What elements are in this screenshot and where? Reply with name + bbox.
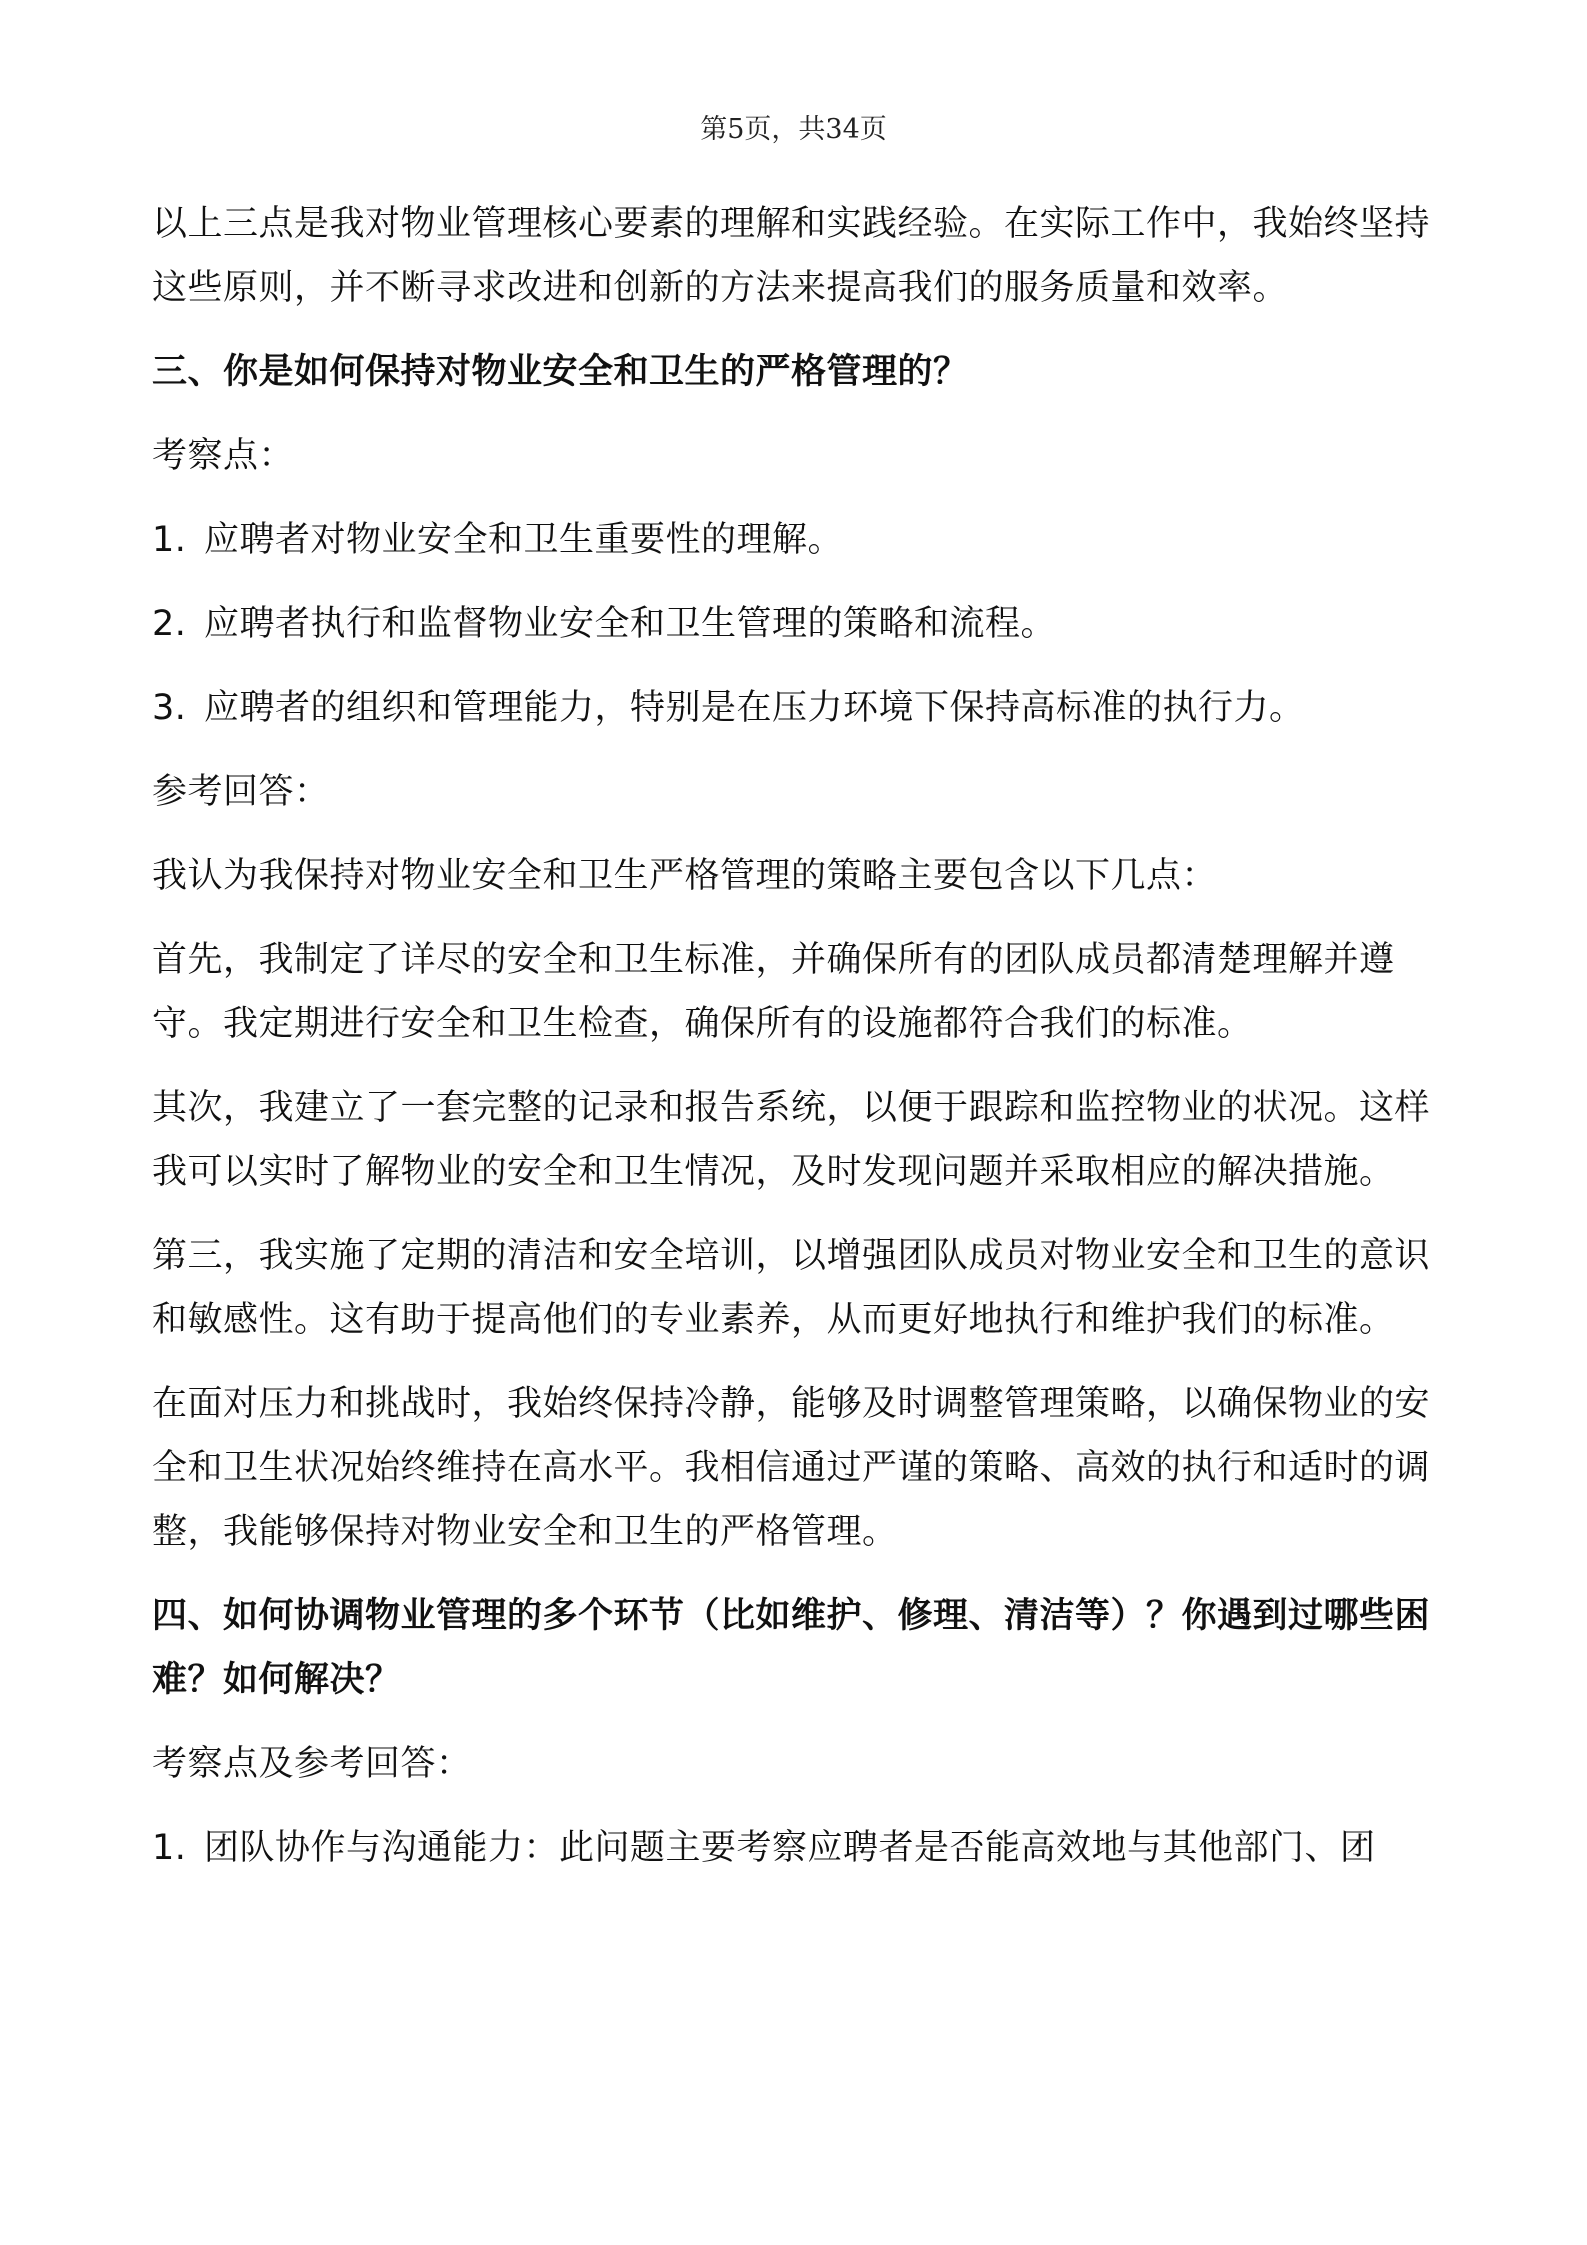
list-item	[152, 508, 1442, 572]
q3-answer-first: 首先，我制定了详尽的安全和卫生标准，并确保所有的团队成员都清楚理解并遵守。我定期进行安全和卫生检查，确保所有的设施都符合我们的标准。	[152, 940, 1395, 1044]
question-3-heading: 三、你是如何保持对物业安全和卫生的严格管理的？	[152, 352, 969, 392]
question-4-heading: 四、如何协调物业管理的多个环节（比如维护、修理、清洁等）？你遇到过哪些困难？如何解决？	[152, 1596, 1431, 1700]
page-number-header: 第5页，共34页	[700, 114, 887, 145]
q3-answer-intro: 我认为我保持对物业安全和卫生严格管理的策略主要包含以下几点：	[152, 856, 1218, 896]
list-item	[152, 592, 1442, 656]
list-item-number: 3.	[152, 688, 187, 728]
q3-answer-third: 第三，我实施了定期的清洁和安全培训，以增强团队成员对物业安全和卫生的意识和敏感性。这有助于提高他们的专业素养，从而更好地执行和维护我们的标准。	[152, 1236, 1431, 1340]
q3-answer-second: 其次，我建立了一套完整的记录和报告系统，以便于跟踪和监控物业的状况。这样我可以实时了解物业的安全和卫生情况，及时发现问题并采取相应的解决措施。	[152, 1088, 1431, 1192]
list-item-text: 团队协作与沟通能力：此问题主要考察应聘者是否能高效地与其他部门、团	[204, 1828, 1376, 1868]
document-body	[152, 192, 1442, 1900]
q3-answer-label: 参考回答：	[152, 772, 330, 812]
list-item-number: 1.	[152, 520, 187, 560]
q3-points-label: 考察点：	[152, 436, 295, 476]
q4-label: 考察点及参考回答：	[152, 1744, 472, 1784]
list-item	[152, 676, 1442, 740]
list-item	[152, 1816, 1442, 1880]
list-item-text: 应聘者的组织和管理能力，特别是在压力环境下保持高标准的执行力。	[204, 688, 1305, 728]
q3-answer-closing: 在面对压力和挑战时，我始终保持冷静，能够及时调整管理策略，以确保物业的安全和卫生状况始终维持在高水平。我相信通过严谨的策略、高效的执行和适时的调整，我能够保持对物业安全和卫生的严格管理。	[152, 1384, 1431, 1552]
intro-paragraph: 以上三点是我对物业管理核心要素的理解和实践经验。在实际工作中，我始终坚持这些原则，并不断寻求改进和创新的方法来提高我们的服务质量和效率。	[152, 204, 1431, 308]
list-item-number: 1.	[152, 1828, 187, 1868]
list-item-text: 应聘者对物业安全和卫生重要性的理解。	[204, 520, 844, 560]
list-item-text: 应聘者执行和监督物业安全和卫生管理的策略和流程。	[204, 604, 1057, 644]
list-item-number: 2.	[152, 604, 187, 644]
